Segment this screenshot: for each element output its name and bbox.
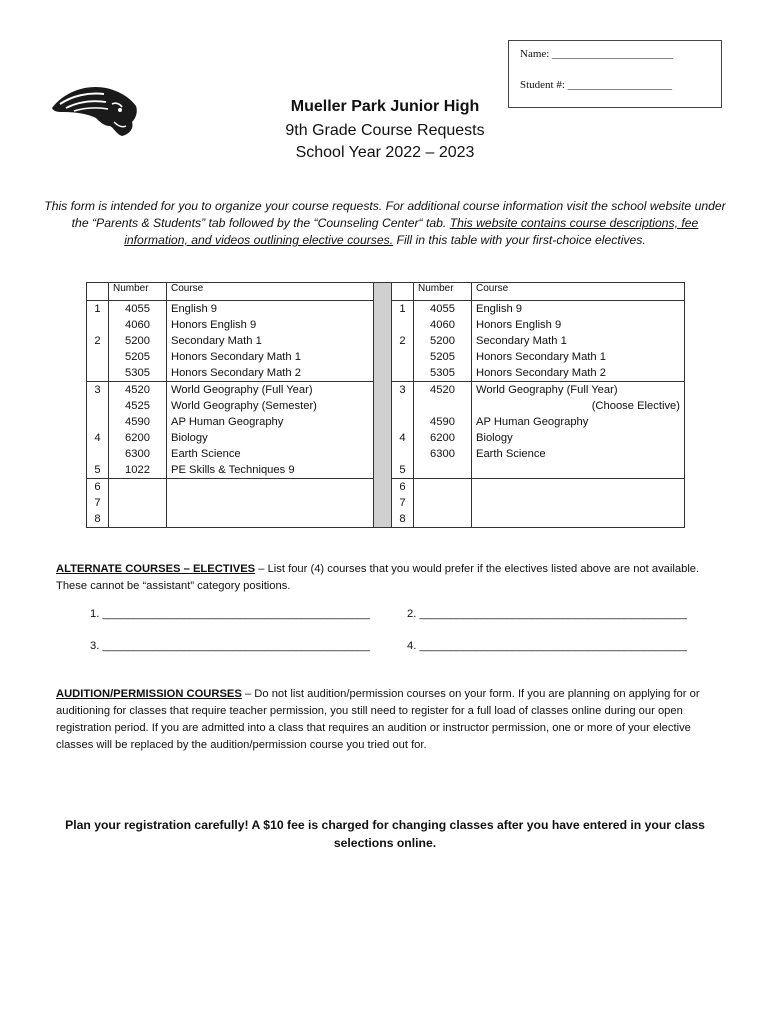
- alternate-heading: ALTERNATE COURSES – ELECTIVES: [56, 563, 256, 575]
- period-number: 8: [94, 513, 101, 525]
- course-name: English 9: [171, 303, 218, 315]
- intro-paragraph: [40, 198, 730, 249]
- audition-text: – Do not list audition/permission courses on your form. If you are planning on applying for or auditioning for classes that require teacher permission, you still need to register for a full load of classes online during our open registration period. If you are admitted into a class that requires an audition or instructor permission, one or more of your elective classes will be replaced by the audition/permission course you tried out for.: [56, 688, 700, 751]
- form-title: 9th Grade Course Requests: [285, 122, 485, 139]
- course-number: 4525: [125, 400, 150, 412]
- course-number: 4060: [125, 319, 150, 331]
- course-name: Earth Science: [476, 448, 546, 460]
- left-numbers-block2: [109, 382, 167, 479]
- school-year: School Year 2022 – 2023: [295, 144, 475, 161]
- course-name: Honors Secondary Math 2: [171, 367, 301, 379]
- course-name: Earth Science: [171, 448, 241, 460]
- course-name: Secondary Math 1: [171, 335, 262, 347]
- period-number: 8: [399, 513, 406, 525]
- period-number: 3: [94, 384, 101, 396]
- period-number: 4: [399, 432, 406, 444]
- empty-course-cell[interactable]: [167, 479, 374, 528]
- period-number: 1: [94, 303, 101, 315]
- course-number: [418, 398, 467, 414]
- intro-underlined-text: This website contains course descriptions, fee information, and videos outlining elective courses.: [124, 216, 699, 247]
- alternate-blank-1[interactable]: 1. ___________________________________________: [90, 608, 370, 620]
- period-number: 2: [94, 335, 101, 347]
- course-name: World Geography (Full Year): [171, 384, 313, 396]
- period-number: 5: [399, 464, 406, 476]
- right-numbers-block2: [414, 382, 472, 479]
- period-number: 1: [399, 303, 406, 315]
- period-number: 2: [399, 335, 406, 347]
- left-numbers-block1: [109, 301, 167, 382]
- left-courses-block1: [167, 301, 374, 382]
- course-number: 6200: [125, 432, 150, 444]
- course-name: Honors English 9: [171, 319, 257, 331]
- course-number: 5205: [430, 351, 455, 363]
- period-number: 7: [399, 497, 406, 509]
- course-number: 6200: [430, 432, 455, 444]
- course-number: 4055: [430, 303, 455, 315]
- course-request-table: [86, 282, 685, 528]
- empty-course-cell[interactable]: [472, 479, 685, 528]
- course-name: PE Skills & Techniques 9: [171, 464, 295, 476]
- audition-heading: AUDITION/PERMISSION COURSES: [56, 688, 242, 700]
- table-divider: [374, 283, 392, 528]
- course-name: English 9: [476, 303, 523, 315]
- alternate-courses-section: [56, 561, 720, 595]
- course-name: Honors Secondary Math 2: [476, 367, 606, 379]
- student-number-field[interactable]: Student #: ___________________: [520, 79, 673, 91]
- period-number: 4: [94, 432, 101, 444]
- empty-number-cell[interactable]: [414, 479, 472, 528]
- course-name: Honors English 9: [476, 319, 562, 331]
- course-number: 4590: [430, 416, 455, 428]
- course-number: 5305: [430, 367, 455, 379]
- audition-section: [56, 686, 720, 754]
- course-number: 4055: [125, 303, 150, 315]
- period-number: 6: [399, 481, 406, 493]
- right-numbers-block1: [414, 301, 472, 382]
- course-name: AP Human Geography: [476, 416, 589, 428]
- course-number: 5200: [430, 335, 455, 347]
- course-number: 4520: [430, 384, 455, 396]
- course-number: 1022: [125, 464, 150, 476]
- period-number: 5: [94, 464, 101, 476]
- course-name: World Geography (Full Year): [476, 384, 618, 396]
- right-courses-block2: [472, 382, 685, 479]
- course-name: Secondary Math 1: [476, 335, 567, 347]
- alternate-text: – List four (4) courses that you would prefer if the electives listed above are not available. These cannot be “assistant” category positions.: [56, 563, 700, 592]
- choose-elective-label: (Choose Elective): [591, 400, 680, 412]
- alternate-blank-4[interactable]: 4. ___________________________________________: [407, 640, 687, 652]
- course-number: 5205: [125, 351, 150, 363]
- course-name: Biology: [171, 432, 208, 444]
- empty-number-cell[interactable]: [109, 479, 167, 528]
- course-name: Honors Secondary Math 1: [171, 351, 301, 363]
- course-number: 4060: [430, 319, 455, 331]
- course-number: 6300: [430, 448, 455, 460]
- course-name: AP Human Geography: [171, 416, 284, 428]
- intro-text-2: Fill in this table with your first-choice electives.: [393, 233, 646, 247]
- school-name: Mueller Park Junior High: [290, 98, 480, 115]
- right-course-header: Course: [472, 283, 685, 301]
- name-field[interactable]: Name: ______________________: [520, 48, 674, 60]
- right-courses-block1: [472, 301, 685, 382]
- course-number: 5200: [125, 335, 150, 347]
- right-number-header: Number: [414, 283, 472, 301]
- period-number: 6: [94, 481, 101, 493]
- left-number-header: Number: [109, 283, 167, 301]
- period-number: 3: [399, 384, 406, 396]
- course-name: Honors Secondary Math 1: [476, 351, 606, 363]
- plan-warning: Plan your registration carefully! A $10 fee is charged for changing classes after you have entered in your class selections online.: [65, 818, 705, 850]
- alternate-blank-3[interactable]: 3. ___________________________________________: [90, 640, 370, 652]
- table-header-row: [87, 283, 685, 301]
- left-courses-block2: [167, 382, 374, 479]
- course-name: Biology: [476, 432, 513, 444]
- alternate-blank-2[interactable]: 2. ___________________________________________: [407, 608, 687, 620]
- intro-text-1: This form is intended for you to organize your course requests. For additional course information visit the school website under the “Parents & Students” tab followed by the “Counseling Center“ tab.: [44, 199, 726, 230]
- course-number: 4590: [125, 416, 150, 428]
- course-number: 6300: [125, 448, 150, 460]
- course-name: World Geography (Semester): [171, 400, 317, 412]
- left-course-header: Course: [167, 283, 374, 301]
- course-number: 5305: [125, 367, 150, 379]
- course-number: 4520: [125, 384, 150, 396]
- period-number: 7: [94, 497, 101, 509]
